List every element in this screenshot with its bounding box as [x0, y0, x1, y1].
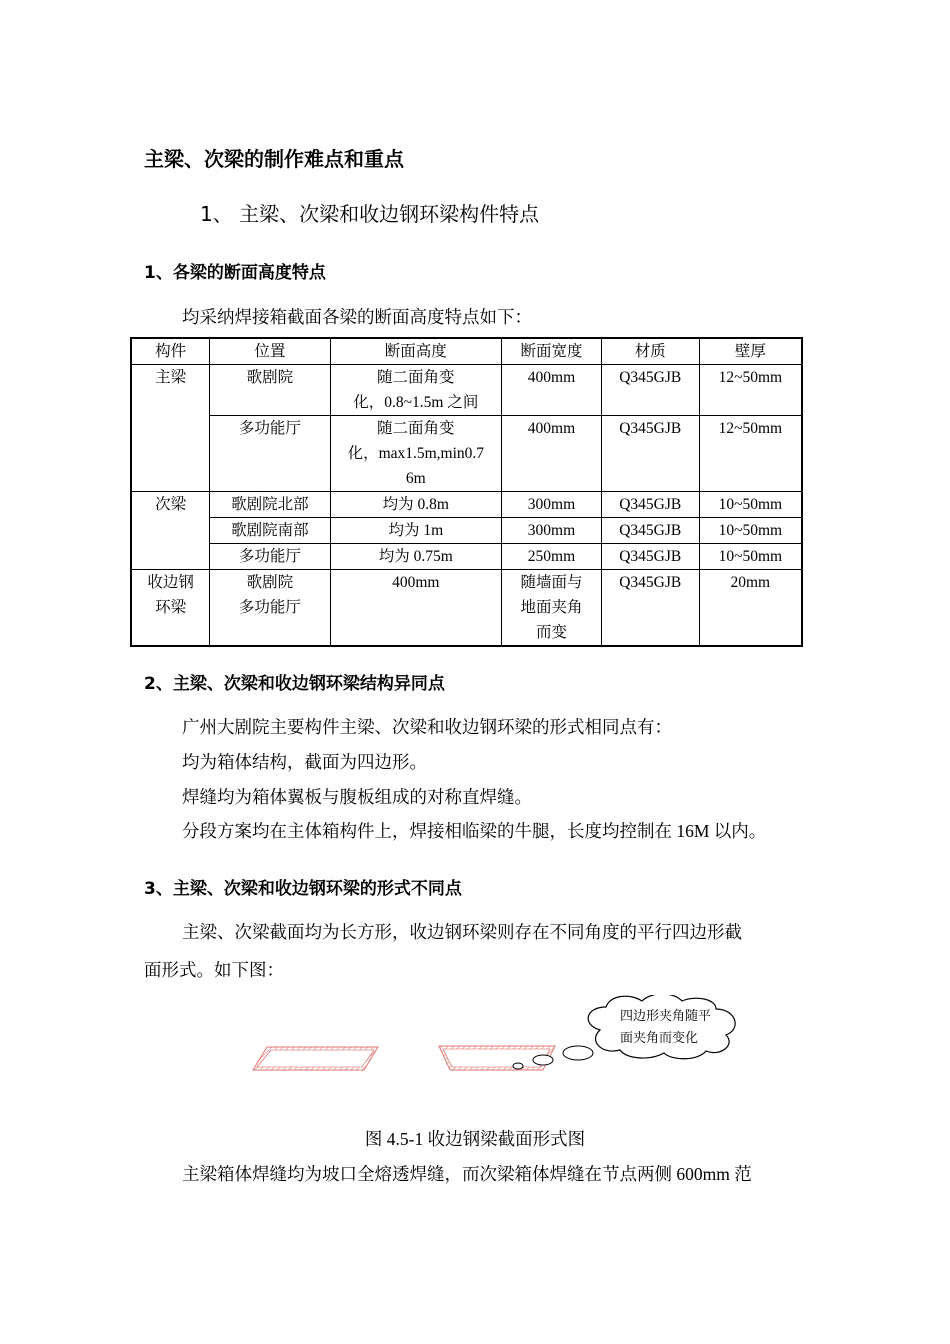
- section2-paragraph: 焊缝均为箱体翼板与腹板组成的对称直焊缝。: [182, 787, 532, 807]
- location-cell: 多功能厅: [210, 416, 330, 492]
- thickness-cell: 10~50mm: [699, 544, 802, 570]
- width-cell: 300mm: [502, 518, 602, 544]
- beam-spec-table: [130, 337, 803, 647]
- material-cell: Q345GJB: [601, 416, 699, 492]
- location-cell: 多功能厅: [210, 544, 330, 570]
- thickness-cell: 12~50mm: [699, 416, 802, 492]
- section3-last-line: 主梁箱体焊缝均为坡口全熔透焊缝，而次梁箱体焊缝在节点两侧 600mm 范: [182, 1164, 752, 1184]
- header-cell: 位置: [210, 338, 330, 365]
- material-cell: Q345GJB: [601, 570, 699, 647]
- location-cell: 歌剧院南部: [210, 518, 330, 544]
- header-cell: 断面高度: [330, 338, 502, 365]
- table-row: [131, 570, 802, 647]
- heading-sub: 1、 主梁、次梁和收边钢环梁构件特点: [200, 202, 540, 226]
- parallelogram-section-left: [253, 1047, 378, 1070]
- section2-paragraph: 广州大剧院主要构件主梁、次梁和收边钢环梁的形式相同点有：: [182, 717, 672, 737]
- cell-line: 收边钢: [147, 574, 194, 591]
- width-cell: 400mm: [502, 416, 602, 492]
- section2-title: 2、主梁、次梁和收边钢环梁结构异同点: [144, 674, 445, 694]
- section3-paragraph-line: 面形式。如下图：: [144, 960, 284, 980]
- cell-line: 环梁: [155, 599, 187, 616]
- header-cell: 构件: [131, 338, 210, 365]
- section1-intro: 均采纳焊接箱截面各梁的断面高度特点如下：: [182, 307, 532, 327]
- width-cell: 400mm: [502, 365, 602, 416]
- component-cell: [131, 570, 210, 647]
- cell-line: 6m: [405, 470, 426, 487]
- cell-line: 地面夹角: [520, 599, 583, 616]
- cell-line: 化，0.8~1.5m 之间: [353, 394, 479, 411]
- thickness-cell: 10~50mm: [699, 518, 802, 544]
- material-cell: Q345GJB: [601, 518, 699, 544]
- table-row: [131, 544, 802, 570]
- height-cell: [330, 365, 502, 416]
- location-cell: [210, 570, 330, 647]
- table-header-row: [131, 338, 802, 365]
- table-row: [131, 492, 802, 518]
- section3-title: 3、主梁、次梁和收边钢环梁的形式不同点: [144, 879, 462, 899]
- height-cell: [330, 416, 502, 492]
- heading-main: 主梁、次梁的制作难点和重点: [144, 147, 404, 171]
- location-cell: 歌剧院: [210, 365, 330, 416]
- cell-line: 多功能厅: [238, 599, 301, 616]
- location-cell: 歌剧院北部: [210, 492, 330, 518]
- section1-title: 1、各梁的断面高度特点: [144, 263, 326, 283]
- width-cell: 250mm: [502, 544, 602, 570]
- section2-paragraph: 分段方案均在主体箱构件上，焊接相临梁的牛腿，长度均控制在 16M 以内。: [182, 821, 767, 841]
- thickness-cell: 20mm: [699, 570, 802, 647]
- component-cell: 次梁: [131, 492, 210, 570]
- width-cell: 300mm: [502, 492, 602, 518]
- height-cell: 均为 0.8m: [330, 492, 502, 518]
- cell-line: 随二面角变: [377, 420, 455, 437]
- figure-caption: 图 4.5-1 收边钢梁截面形式图: [364, 1129, 586, 1149]
- cell-line: 化，max1.5m,min0.7: [347, 445, 485, 462]
- thickness-cell: 10~50mm: [699, 492, 802, 518]
- table-row: [131, 518, 802, 544]
- header-cell: 断面宽度: [502, 338, 602, 365]
- cell-line: 歌剧院: [246, 574, 294, 591]
- height-cell: 400mm: [330, 570, 502, 647]
- table-row: [131, 416, 802, 492]
- table-row: [131, 365, 802, 416]
- callout-line: 四边形夹角随平: [620, 1009, 712, 1024]
- material-cell: Q345GJB: [601, 365, 699, 416]
- callout-line: 面夹角而变化: [620, 1031, 699, 1046]
- section3-paragraph-line: 主梁、次梁截面均为长方形，收边钢环梁则存在不同角度的平行四边形截: [182, 922, 742, 942]
- cell-line: 随墙面与: [520, 574, 583, 591]
- material-cell: Q345GJB: [601, 492, 699, 518]
- section2-paragraph: 均为箱体结构，截面为四边形。: [182, 752, 427, 772]
- cell-line: 而变: [535, 624, 567, 641]
- header-cell: 材质: [601, 338, 699, 365]
- callout-text: [620, 1006, 711, 1050]
- component-cell: 主梁: [131, 365, 210, 492]
- height-cell: 均为 1m: [330, 518, 502, 544]
- material-cell: Q345GJB: [601, 544, 699, 570]
- thickness-cell: 12~50mm: [699, 365, 802, 416]
- cell-line: 随二面角变: [377, 369, 455, 386]
- header-cell: 壁厚: [699, 338, 802, 365]
- width-cell: [502, 570, 602, 647]
- height-cell: 均为 0.75m: [330, 544, 502, 570]
